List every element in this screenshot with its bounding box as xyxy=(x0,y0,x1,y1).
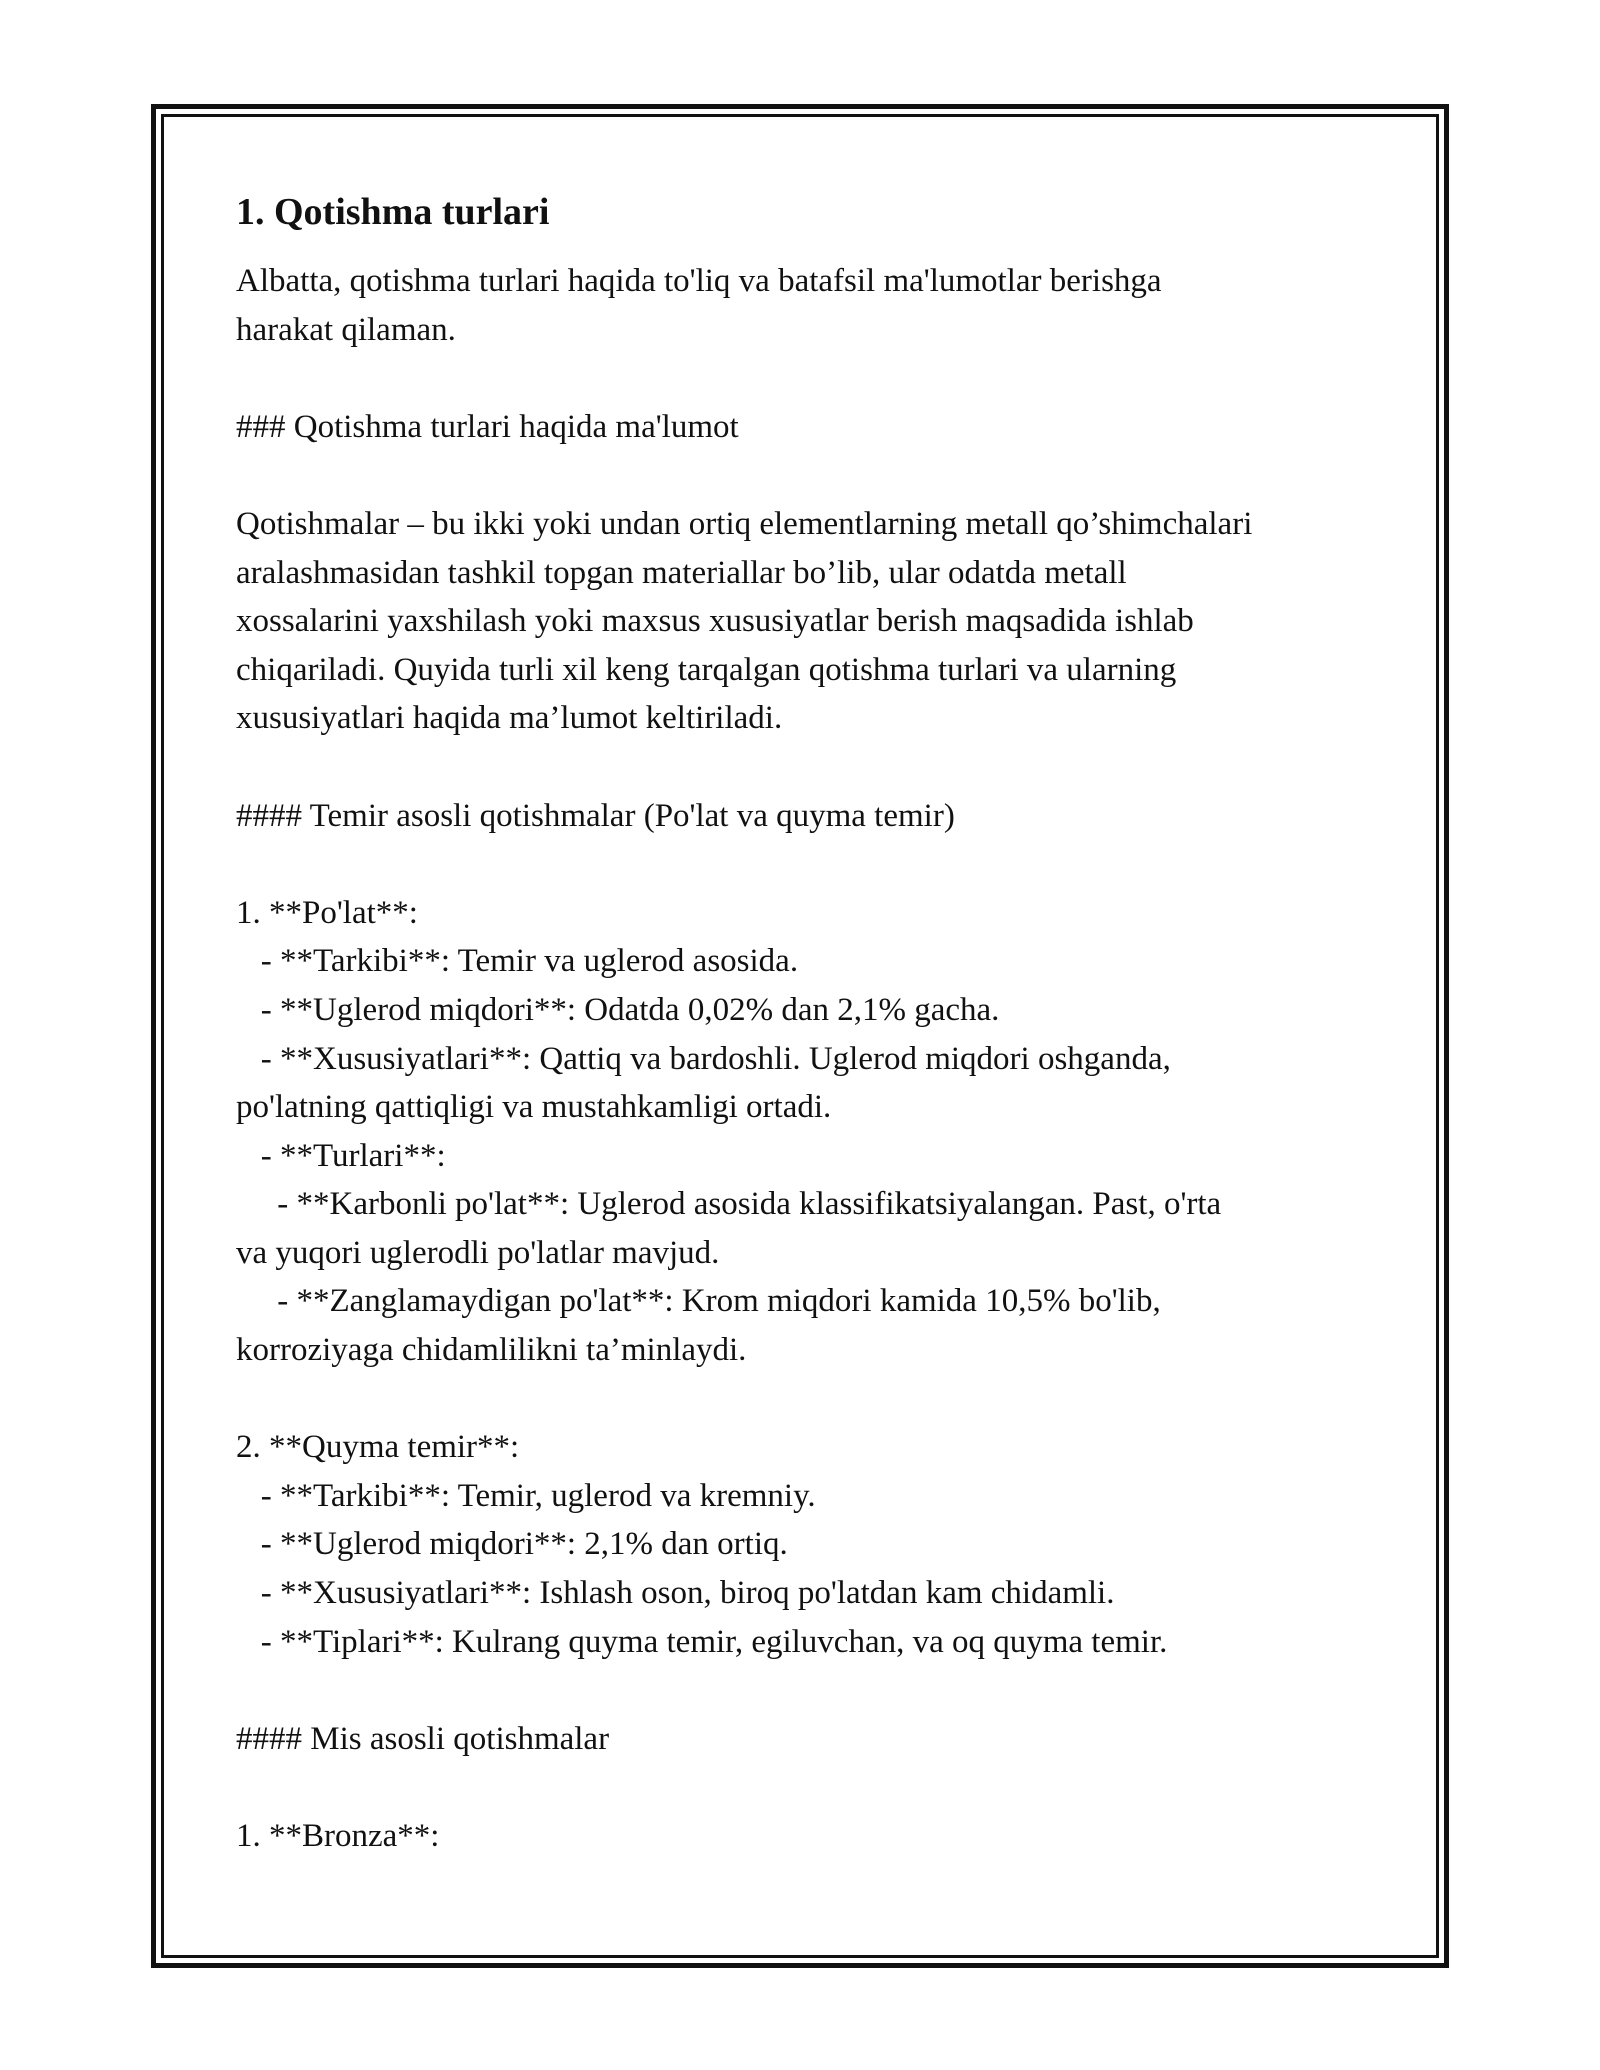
text-line: 1. **Po'lat**: xyxy=(236,894,418,931)
text-line: 2. **Quyma temir**: xyxy=(236,1429,520,1466)
document-lines xyxy=(236,257,1376,1861)
document-body xyxy=(236,185,1376,1861)
text-line: aralashmasidan tashkil topgan materiallar bo’lib, ular odatda metall xyxy=(236,554,1127,591)
blank-line xyxy=(236,451,1376,500)
text-line: - **Tiplari**: Kulrang quyma temir, egiluvchan, va oq quyma temir. xyxy=(236,1623,1168,1660)
text-line: - **Uglerod miqdori**: Odatda 0,02% dan 2,1% gacha. xyxy=(236,991,1000,1028)
text-line: - **Xususiyatlari**: Qattiq va bardoshli. Uglerod miqdori oshganda, xyxy=(236,1040,1171,1077)
text-line: #### Temir asosli qotishmalar (Po'lat va quyma temir) xyxy=(236,797,955,834)
blank-line xyxy=(236,743,1376,792)
text-line: - **Tarkibi**: Temir, uglerod va kremniy. xyxy=(236,1477,816,1514)
blank-line xyxy=(236,1763,1376,1812)
blank-line xyxy=(236,1666,1376,1715)
document-title: 1. Qotishma turlari xyxy=(236,191,550,233)
blank-line xyxy=(236,354,1376,403)
text-line: va yuqori uglerodli po'latlar mavjud. xyxy=(236,1234,720,1271)
text-line: ### Qotishma turlari haqida ma'lumot xyxy=(236,408,739,445)
text-line: Qotishmalar – bu ikki yoki undan ortiq elementlarning metall qo’shimchalari xyxy=(236,505,1253,542)
text-line: chiqariladi. Quyida turli xil keng tarqalgan qotishma turlari va ularning xyxy=(236,651,1177,688)
text-line: - **Tarkibi**: Temir va uglerod asosida. xyxy=(236,943,799,980)
blank-line xyxy=(236,840,1376,889)
text-line: 1. **Bronza**: xyxy=(236,1818,440,1854)
text-line: xossalarini yaxshilash yoki maxsus xususiyatlar berish maqsadida ishlab xyxy=(236,603,1194,640)
text-line: Albatta, qotishma turlari haqida to'liq va batafsil ma'lumotlar berishga xyxy=(236,263,1162,299)
text-line: - **Uglerod miqdori**: 2,1% dan ortiq. xyxy=(236,1526,788,1563)
text-line: korroziyaga chidamlilikni ta’minlaydi. xyxy=(236,1332,747,1369)
text-line: - **Karbonli po'lat**: Uglerod asosida klassifikatsiyalangan. Past, o'rta xyxy=(236,1186,1222,1223)
text-line: #### Mis asosli qotishmalar xyxy=(236,1720,610,1757)
text-line: - **Zanglamaydigan po'lat**: Krom miqdori kamida 10,5% bo'lib, xyxy=(236,1283,1161,1320)
text-line: xususiyatlari haqida ma’lumot keltiriladi. xyxy=(236,700,783,737)
text-line: harakat qilaman. xyxy=(236,311,456,348)
blank-line xyxy=(236,1375,1376,1424)
text-line: - **Xususiyatlari**: Ishlash oson, biroq po'latdan kam chidamli. xyxy=(236,1575,1115,1612)
text-line: - **Turlari**: xyxy=(236,1137,446,1174)
text-line: po'latning qattiqligi va mustahkamligi ortadi. xyxy=(236,1089,832,1126)
